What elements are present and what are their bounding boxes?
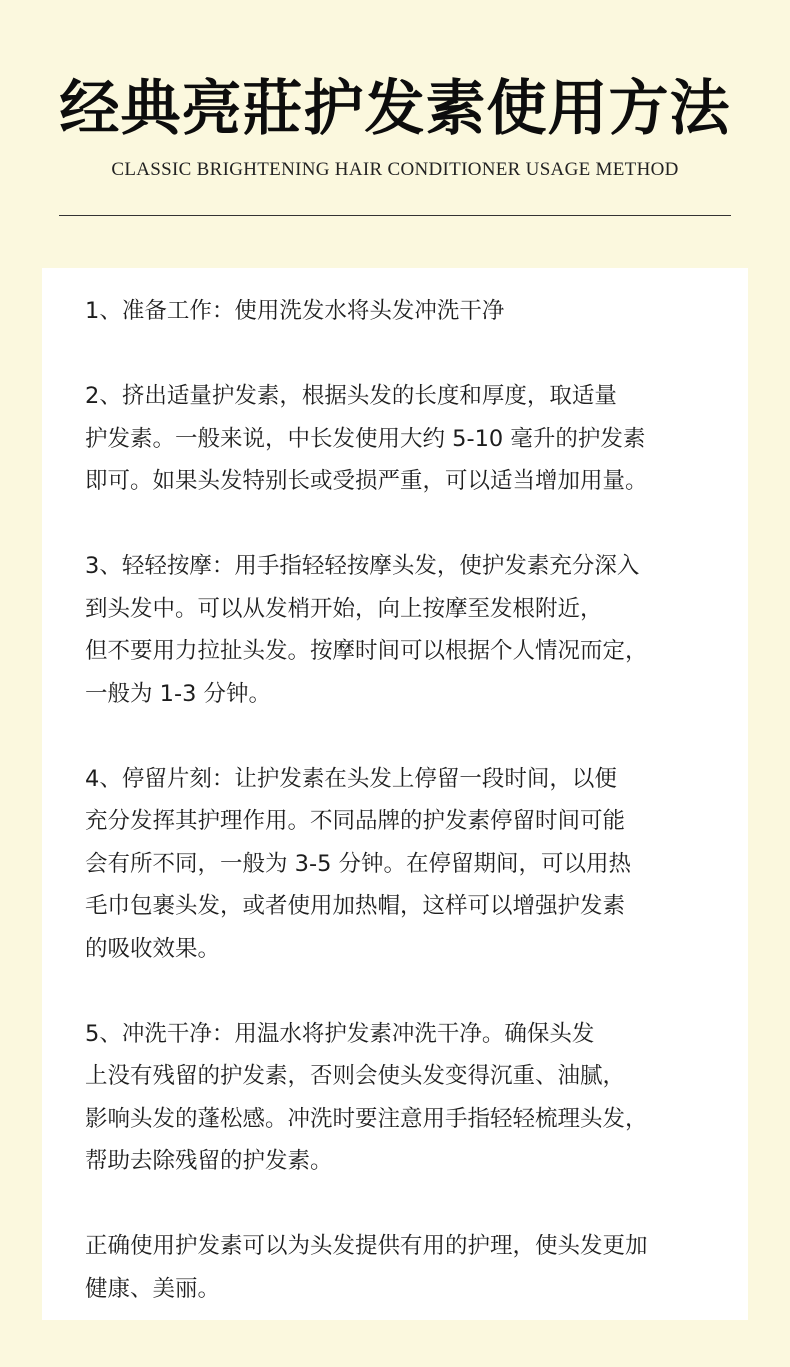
step-massage [85,545,725,715]
page-title: 经典亮莊护发素使用方法 [59,74,731,144]
title-divider [59,215,731,216]
text-line: 充分发挥其护理作用。不同品牌的护发素停留时间可能 [85,808,626,834]
text-line: 正确使用护发素可以为头发提供有用的护理，使头发更加 [85,1233,648,1259]
step-leave-on [85,758,725,971]
text-line: 毛巾包裹头发，或者使用加热帽，这样可以增强护发素 [85,893,626,919]
text-line: 健康、美丽。 [85,1275,221,1302]
text-line: 3、轻轻按摩：用手指轻轻按摩头发，使护发素充分深入 [85,553,640,579]
text-line: 但不要用力拉扯头发。按摩时间可以根据个人情况而定， [85,638,648,664]
text-line: 到头发中。可以从发梢开始，向上按摩至发根附近， [85,595,603,622]
step-squeeze-conditioner [85,375,725,503]
text-line: 即可。如果头发特别长或受损严重，可以适当增加用量。 [85,468,648,494]
text-line: 的吸收效果。 [85,935,221,962]
text-line: 2、挤出适量护发素，根据头发的长度和厚度，取适量 [85,383,617,409]
text-line: 护发素。一般来说，中长发使用大约 5-10 毫升的护发素 [85,425,646,452]
text-line: 影响头发的蓬松感。冲洗时要注意用手指轻轻梳理头发， [85,1105,648,1132]
text-line: 帮助去除残留的护发素。 [85,1148,333,1174]
closing-note [85,1225,725,1310]
step-preparation [85,290,725,333]
text-line: 1、准备工作：使用洗发水将头发冲洗干净 [85,298,505,324]
text-line: 4、停留片刻：让护发素在头发上停留一段时间，以便 [85,765,617,792]
text-line: 会有所不同，一般为 3-5 分钟。在停留期间，可以用热 [85,850,632,877]
text-line: 5、冲洗干净：用温水将护发素冲洗干净。确保头发 [85,1020,595,1047]
page-subtitle: CLASSIC BRIGHTENING HAIR CONDITIONER USAGE METHOD [111,159,679,180]
instructions-content [85,290,725,1310]
text-line: 一般为 1-3 分钟。 [85,680,272,707]
text-line: 上没有残留的护发素，否则会使头发变得沉重、油腻， [85,1063,626,1089]
step-rinse [85,1013,725,1183]
